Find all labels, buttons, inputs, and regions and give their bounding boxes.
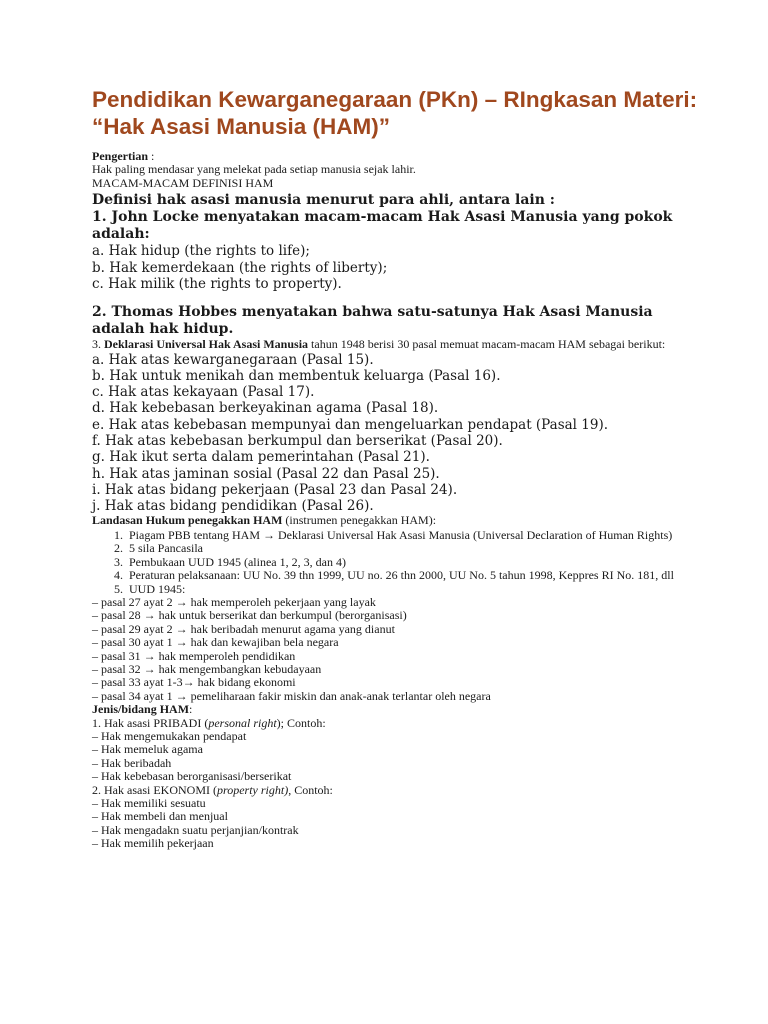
landasan-title: Landasan Hukum penegakkan HAM [92, 513, 283, 528]
landasan-item: 1. Piagam PBB tentang HAM → Deklarasi Universal Hak Asasi Manusia (Universal Declaration of Human Rights) [126, 529, 704, 542]
pribadi-item: – Hak memeluk agama [92, 742, 203, 757]
deklarasi-num: 3. [92, 337, 104, 352]
landasan-item: 5. UUD 1945: [126, 583, 704, 596]
macam-heading: MACAM-MACAM DEFINISI HAM [92, 175, 274, 190]
document-page [92, 86, 704, 851]
landasan-list [92, 529, 704, 596]
landasan-item: 3. Pembukaan UUD 1945 (alinea 1, 2, 3, dan 4) [126, 556, 704, 569]
deklarasi-item: f. Hak atas kebebasan berkumpul dan berserikat (Pasal 20). [92, 433, 503, 449]
pribadi-item: – Hak mengemukakan pendapat [92, 728, 247, 743]
pengertian-heading [92, 150, 704, 163]
jenis-heading [92, 703, 704, 716]
deklarasi-intro [92, 338, 704, 351]
pasal-line: – pasal 29 ayat 2 → hak beribadah menurut agama yang dianut [92, 621, 395, 636]
landasan-heading [92, 514, 704, 527]
pasal-line: – pasal 27 ayat 2 → hak memperoleh pekerjaan yang layak [92, 594, 376, 609]
landasan-rest: (instrumen penegakkan HAM): [282, 513, 437, 528]
pribadi-post: ); Contoh: [276, 715, 326, 730]
ekonomi-item: – Hak memiliki sesuatu [92, 796, 206, 811]
jenis-title: Jenis/bidang HAM [92, 702, 190, 717]
deklarasi-item: b. Hak untuk menikah dan membentuk keluarga (Pasal 16). [92, 367, 501, 384]
locke-item: c. Hak milik (the rights to property). [92, 275, 342, 292]
pribadi-item: – Hak beribadah [92, 755, 172, 770]
pengertian-label: Pengertian [92, 149, 148, 163]
deklarasi-title: Deklarasi Universal Hak Asasi Manusia [104, 337, 309, 352]
ekonomi-heading [92, 784, 704, 797]
definisi-intro: Definisi hak asasi manusia menurut para ahli, antara lain : [92, 192, 555, 209]
ekonomi-item: – Hak mengadakn suatu perjanjian/kontrak [92, 822, 299, 837]
deklarasi-item: e. Hak atas kebebasan mempunyai dan mengeluarkan pendapat (Pasal 19). [92, 416, 609, 433]
landasan-item: 4. Peraturan pelaksanaan: UU No. 39 thn 1999, UU no. 26 thn 2000, UU No. 5 tahun 1998, Keppres RI No. 181, dll [126, 569, 704, 582]
pasal-line: – pasal 34 ayat 1 → pemeliharaan fakir miskin dan anak-anak terlantar oleh negara [92, 688, 491, 703]
deklarasi-item: a. Hak atas kewarganegaraan (Pasal 15). [92, 351, 374, 368]
locke-heading: 1. John Locke menyatakan macam-macam Hak Asasi Manusia yang pokok adalah: [92, 209, 673, 243]
deklarasi-rest: tahun 1948 berisi 30 pasal memuat macam-macam HAM sebagai berikut: [308, 337, 666, 352]
jenis-colon: : [189, 702, 193, 717]
ekonomi-em: property right) [216, 782, 289, 797]
pasal-line: – pasal 32 → hak mengembangkan kebudayaan [92, 661, 322, 676]
deklarasi-item: g. Hak ikut serta dalam pemerintahan (Pasal 21). [92, 449, 430, 466]
pasal-line: – pasal 31 → hak memperoleh pendidikan [92, 648, 296, 663]
document-title: Pendidikan Kewarganegaraan (PKn) – RIngkasan Materi: “Hak Asasi Manusia (HAM)” [92, 87, 698, 139]
pengertian-text: Hak paling mendasar yang melekat pada setiap manusia sejak lahir. [92, 162, 416, 177]
ekonomi-post: , Contoh: [288, 782, 333, 797]
landasan-item: 2. 5 sila Pancasila [126, 542, 704, 555]
pengertian-colon: : [148, 149, 155, 163]
deklarasi-item: i. Hak atas bidang pekerjaan (Pasal 23 dan Pasal 24). [92, 481, 458, 498]
ekonomi-item: – Hak memilih pekerjaan [92, 836, 214, 851]
pasal-line: – pasal 30 ayat 1 → hak dan kewajiban bela negara [92, 635, 339, 650]
deklarasi-item: j. Hak atas bidang pendidikan (Pasal 26). [92, 498, 374, 515]
pribadi-pre: 1. Hak asasi PRIBADI ( [92, 715, 209, 730]
ekonomi-item: – Hak membeli dan menjual [92, 809, 228, 824]
deklarasi-item: d. Hak kebebasan berkeyakinan agama (Pasal 18). [92, 400, 439, 417]
deklarasi-item: h. Hak atas jaminan sosial (Pasal 22 dan Pasal 25). [92, 465, 440, 482]
deklarasi-item: c. Hak atas kekayaan (Pasal 17). [92, 384, 315, 401]
pribadi-item: – Hak kebebasan berorganisasi/berserikat [92, 769, 292, 784]
ekonomi-pre: 2. Hak asasi EKONOMI ( [92, 782, 217, 797]
pribadi-heading [92, 717, 704, 730]
pasal-line: – pasal 28 → hak untuk berserikat dan berkumpul (berorganisasi) [92, 608, 407, 623]
locke-item: b. Hak kemerdekaan (the rights of liberty); [92, 259, 388, 276]
pribadi-em: personal right [208, 715, 277, 730]
hobbes-paragraph: 2. Thomas Hobbes menyatakan bahwa satu-satunya Hak Asasi Manusia adalah hak hidup. [92, 304, 653, 338]
pasal-line: – pasal 33 ayat 1-3→ hak bidang ekonomi [92, 675, 296, 690]
locke-item: a. Hak hidup (the rights to life); [92, 243, 310, 260]
